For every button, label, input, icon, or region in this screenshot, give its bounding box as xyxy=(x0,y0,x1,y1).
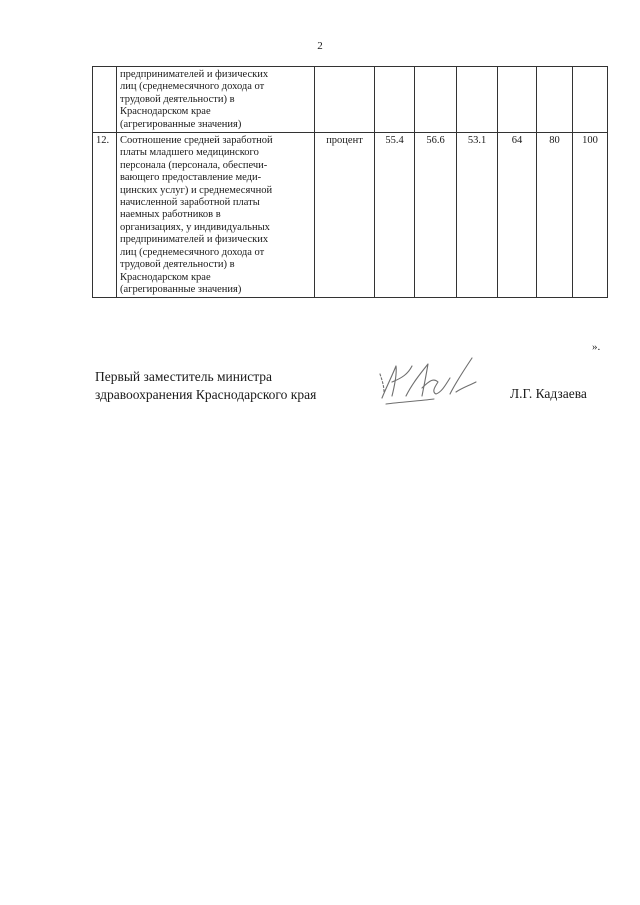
value-cell xyxy=(537,67,573,133)
unit-cell xyxy=(315,67,375,133)
indicator-name-line: организациях, у индивидуальных xyxy=(120,221,270,233)
indicator-name-line: Соотношение средней заработной xyxy=(120,135,273,147)
indicator-name-line: трудовой деятельности) в xyxy=(120,259,235,271)
indicator-name-line: трудовой деятельности) в xyxy=(120,93,235,105)
closing-quote-mark: ». xyxy=(592,341,601,353)
signatory-title-line-2: здравоохранения Краснодарского края xyxy=(95,387,317,402)
indicator-name-line: предпринимателей и физических xyxy=(120,69,269,80)
value-cell: 100 xyxy=(573,133,608,298)
indicator-name-line: вающего предоставление меди- xyxy=(120,172,262,184)
row-number-cell: 12. xyxy=(93,133,117,298)
handwritten-signature xyxy=(372,352,492,414)
value-cell xyxy=(573,67,608,133)
unit-cell: процент xyxy=(315,133,375,298)
indicator-name-cell xyxy=(117,67,315,133)
indicator-name-line: (агрегированные значения) xyxy=(120,283,242,295)
table-row-12 xyxy=(93,133,608,298)
value-cell xyxy=(375,67,415,133)
signatory-name: Л.Г. Кадзаева xyxy=(510,386,587,401)
indicator-name-cell xyxy=(117,133,315,298)
indicator-table xyxy=(92,66,608,298)
signatory-title-line-1: Первый заместитель министра xyxy=(95,369,273,384)
indicator-name-line: Краснодарском крае xyxy=(120,106,211,118)
indicator-name-line: Краснодарском крае xyxy=(120,271,211,283)
signatory-title xyxy=(95,368,316,404)
value-cell xyxy=(457,67,498,133)
value-cell xyxy=(498,67,537,133)
indicator-name-line: лиц (среднемесячного дохода от xyxy=(120,81,265,93)
indicator-name-line: начисленной заработной платы xyxy=(120,197,260,209)
page-number: 2 xyxy=(317,40,323,52)
indicator-name-line: цинских услуг) и среднемесячной xyxy=(120,184,273,196)
value-cell: 56.6 xyxy=(415,133,457,298)
value-cell: 64 xyxy=(498,133,537,298)
indicator-name-line: персонала (персонала, обеспечи- xyxy=(120,159,268,171)
value-cell: 53.1 xyxy=(457,133,498,298)
value-cell: 80 xyxy=(537,133,573,298)
table-row-continued xyxy=(93,67,608,133)
indicator-name-line: предпринимателей и физических xyxy=(120,234,269,246)
row-number-cell xyxy=(93,67,117,133)
indicator-name-line: наемных работников в xyxy=(120,209,221,221)
value-cell: 55.4 xyxy=(375,133,415,298)
indicator-name-line: лиц (среднемесячного дохода от xyxy=(120,246,265,258)
indicator-name-line: платы младшего медицинского xyxy=(120,147,259,159)
value-cell xyxy=(415,67,457,133)
indicator-name-line: (агрегированные значения) xyxy=(120,118,242,130)
